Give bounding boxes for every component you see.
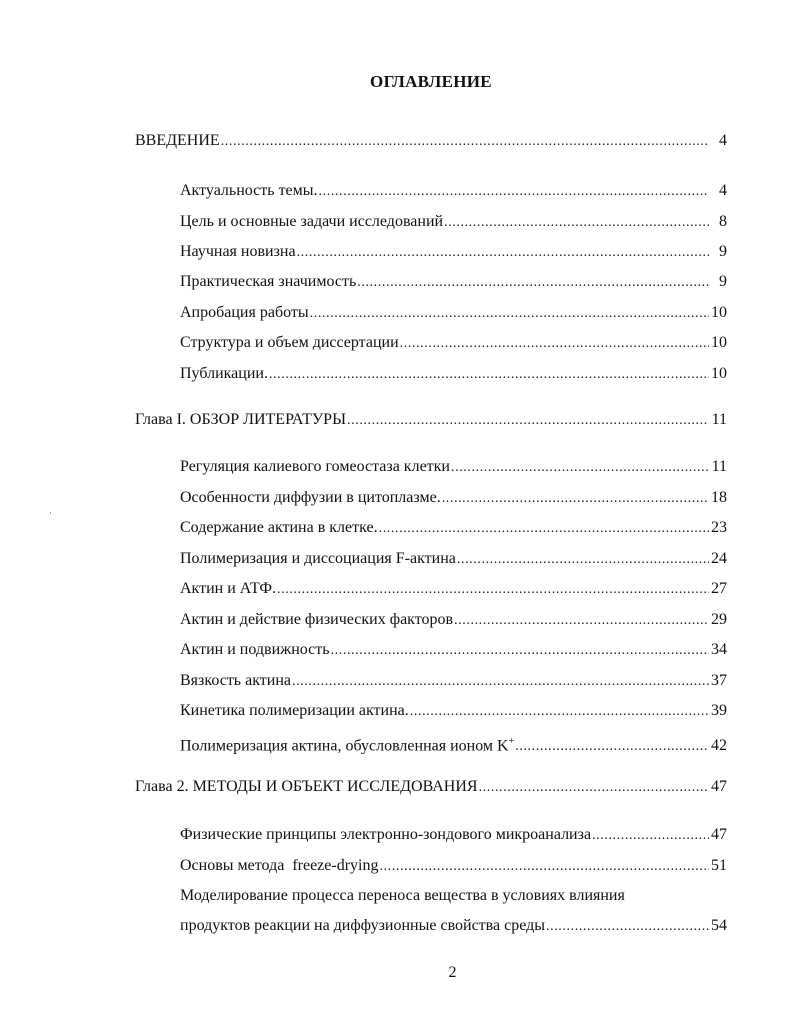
toc-entry-label: Физические принципы электронно-зондового микроанализа [180, 826, 592, 843]
dot-leader [457, 550, 709, 570]
toc-entry [180, 579, 727, 600]
dot-leader [444, 213, 709, 233]
toc-entry [180, 242, 727, 263]
toc-entry-page: 39 [711, 702, 727, 719]
toc-entry-label: Полимеризация и диссоциация F-актина [180, 550, 456, 567]
toc-entry-chapter-2 [135, 777, 727, 798]
dot-leader [269, 365, 709, 385]
toc-entry-label: Вязкость актина [180, 672, 291, 689]
dot-leader [410, 702, 709, 722]
toc-entry [180, 825, 727, 846]
toc-entry-introduction [135, 131, 727, 152]
toc-entry-label: Актин и подвижность [180, 641, 330, 658]
dot-leader [451, 458, 709, 478]
toc-entry-label-text: Полимеризация актина, обусловленная ионом K [180, 737, 509, 755]
toc-entry-page: 10 [711, 304, 727, 321]
dot-leader [400, 334, 709, 354]
dot-leader [297, 243, 709, 263]
toc-entry-wrapped-first-line: Моделирование процесса переноса вещества в условиях влияния [180, 887, 625, 904]
toc-entry-label: Основы метода freeze-drying [180, 857, 379, 874]
toc-entry-page: 27 [711, 580, 727, 597]
dot-leader [592, 826, 709, 846]
page-number: 2 [448, 964, 457, 981]
toc-entry-page: 51 [711, 857, 727, 874]
superscript-plus: + [508, 736, 515, 747]
toc-entry-label: Кинетика полимеризации актина. [180, 702, 409, 719]
toc-entry [180, 303, 727, 324]
toc-entry-page: 47 [711, 826, 727, 843]
dot-leader [310, 304, 709, 324]
toc-entry-label: Актин и действие физических факторов [180, 611, 454, 628]
dot-leader [546, 917, 709, 937]
toc-entry [180, 364, 727, 385]
toc-entry-page: 10 [711, 365, 727, 382]
dot-leader [379, 857, 709, 877]
toc-entry [180, 671, 727, 692]
toc-entry-page: 29 [711, 611, 727, 628]
toc-entry-label: Регуляция калиевого гомеостаза клетки [180, 458, 450, 475]
toc-entry-label: Цель и основные задачи исследований [180, 213, 444, 230]
toc-entry-label: Актин и АТФ. [180, 580, 277, 597]
toc-entry-label: Структура и объем диссертации [180, 334, 399, 351]
toc-entry-page: 42 [711, 737, 727, 755]
dot-leader [379, 519, 709, 539]
toc-entry-page: 54 [711, 917, 727, 934]
toc-entry [180, 272, 727, 293]
toc-entry-page: 24 [711, 550, 727, 567]
toc-entry [180, 488, 727, 509]
dot-leader [292, 672, 709, 692]
dot-leader [479, 778, 709, 798]
toc-entry-page: 34 [711, 641, 727, 658]
toc-entry-page: 4 [719, 182, 727, 199]
toc-entry [180, 732, 727, 757]
toc-entry-label: Публикации. [180, 365, 268, 382]
toc-entry-page: 18 [711, 489, 727, 506]
dot-leader [277, 580, 709, 600]
toc-entry-label: Научная новизна [180, 243, 296, 260]
toc-entry-label: Глава 2. МЕТОДЫ И ОБЪЕКТ ИССЛЕДОВАНИЯ [135, 778, 478, 795]
toc-entry-label: Актуальность темы. [180, 182, 318, 199]
toc-entry [180, 333, 727, 354]
toc-entry-page: 8 [719, 213, 727, 230]
toc-entry-page: 37 [711, 672, 727, 689]
toc-entry-page: 23 [711, 519, 727, 536]
toc-entry-label: Особенности диффузии в цитоплазме. [180, 489, 441, 506]
toc-entry-page: 10 [711, 334, 727, 351]
toc-entry [180, 856, 727, 877]
dot-leader [331, 641, 709, 661]
toc-entry-label [180, 732, 514, 756]
toc-entry-page: 11 [711, 458, 727, 475]
toc-entry-label: продуктов реакции на диффузионные свойства среды [180, 917, 545, 934]
toc-entry [180, 457, 727, 478]
toc-entry [180, 212, 727, 233]
toc-entry [180, 549, 727, 570]
dot-leader [454, 611, 709, 631]
dot-leader [357, 273, 709, 293]
toc-entry-label: Содержание актина в клетке. [180, 519, 378, 536]
toc-entry [180, 640, 727, 661]
toc-entry-label: Апробация работы [180, 304, 309, 321]
scan-speck [50, 512, 51, 514]
page-title: ОГЛАВЛЕНИЕ [370, 72, 492, 91]
toc-entry-label: ВВЕДЕНИЕ [135, 132, 220, 149]
toc-entry-page: 9 [719, 243, 727, 260]
dot-leader [347, 411, 709, 431]
dot-leader [319, 182, 709, 202]
toc-entry-label: Практическая значимость [180, 273, 357, 290]
toc-entry-label: Глава I. ОБЗОР ЛИТЕРАТУРЫ [135, 411, 347, 428]
dot-leader [442, 489, 709, 509]
dot-leader [221, 132, 709, 152]
toc-entry-chapter-1 [135, 410, 727, 431]
dot-leader [515, 737, 709, 757]
toc-entry-wrapped-second-line [180, 916, 727, 937]
toc-entry-page: 47 [711, 778, 727, 795]
toc-entry-page: 11 [711, 411, 727, 428]
toc-entry [180, 181, 727, 202]
toc-entry-page: 4 [719, 132, 727, 149]
toc-entry [180, 610, 727, 631]
toc-entry [180, 518, 727, 539]
toc-entry [180, 701, 727, 722]
toc-entry-page: 9 [719, 273, 727, 290]
